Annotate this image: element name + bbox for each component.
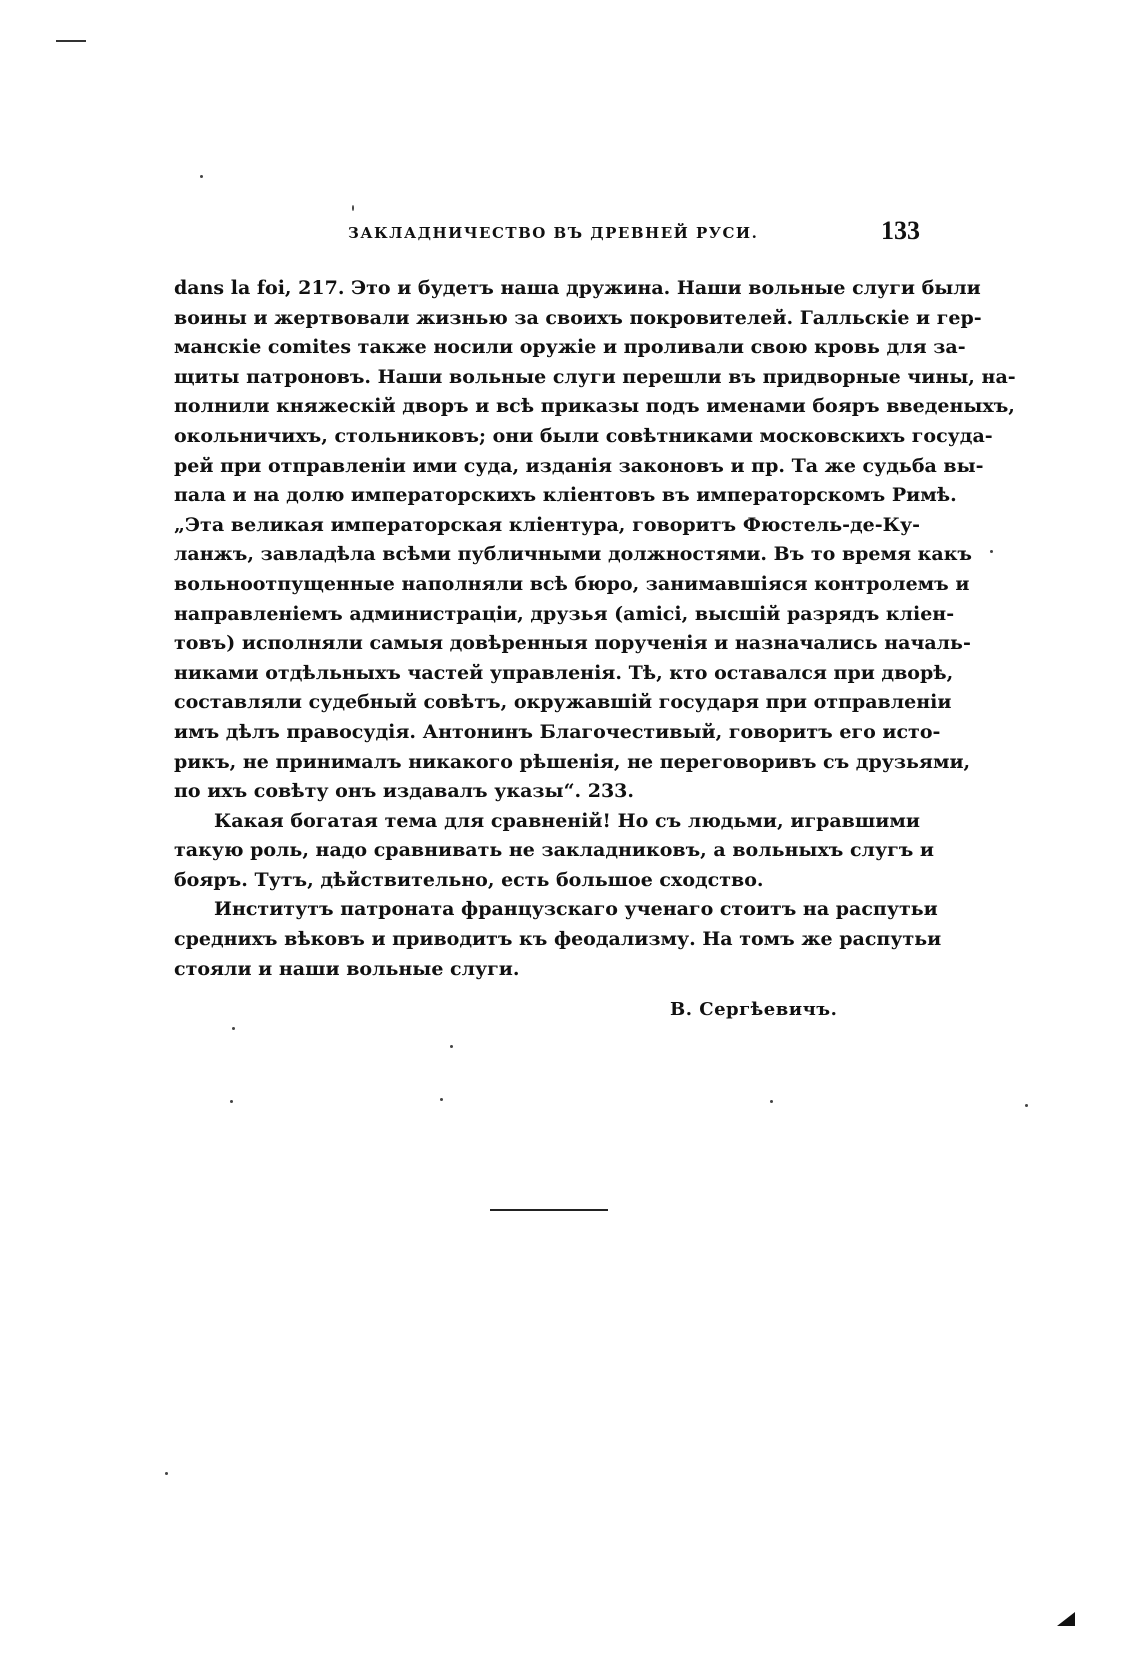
text-line: Институтъ патроната французскаго ученаго стоитъ на распутьи (214, 898, 938, 921)
end-rule-divider (490, 1209, 608, 1211)
scan-speck (232, 1027, 235, 1030)
text-line: полнили княжескій дворъ и всѣ приказы подъ именами бояръ введеныхъ, (174, 395, 1015, 418)
scan-speck (450, 1045, 453, 1048)
text-line: ланжъ, завладѣла всѣми публичными должностями. Въ то время какъ (174, 543, 973, 566)
scan-speck (1025, 1104, 1028, 1107)
text-line: dans la foi, 217. Это и будетъ наша дружина. Наши вольные слуги были (174, 277, 981, 299)
text-line: „Эта великая императорская кліентура, говоритъ Фюстель-де-Ку- (174, 513, 920, 536)
text-line: манскіе comites также носили оружіе и проливали свою кровь для за- (174, 336, 966, 359)
text-line: рей при отправленіи ими суда, изданія законовъ и пр. Та же судьба вы- (174, 454, 984, 477)
text-line: товъ) исполняли самыя довѣренныя порученія и назначались началь- (174, 632, 971, 655)
scan-speck (770, 1100, 773, 1103)
author-signature: В. Сергѣевичъ. (670, 999, 838, 1020)
scan-speck (440, 1098, 443, 1101)
text-line: щиты патроновъ. Наши вольные слуги перешли въ придворные чины, на- (174, 365, 1016, 388)
scan-speck (230, 1100, 233, 1103)
page-number: 133 (881, 216, 920, 245)
text-line: воины и жертвовали жизнью за своихъ покровителей. Галльскіе и гер- (174, 306, 982, 329)
text-line: Какая богатая тема для сравненій! Но съ людьми, игравшими (214, 809, 920, 832)
scan-speck (165, 1472, 168, 1475)
scan-speck (990, 550, 993, 553)
scan-corner-mark (1057, 1612, 1075, 1626)
scan-speck (200, 175, 203, 178)
text-line: по ихъ совѣту онъ издавалъ указы“. 233. (174, 780, 635, 803)
text-line: вольноотпущенные наполняли всѣ бюро, занимавшіяся контролемъ и (174, 572, 970, 595)
text-line: имъ дѣлъ правосудія. Антонинъ Благочестивый, говоритъ его исто- (174, 720, 941, 743)
text-line: стояли и наши вольные слуги. (174, 957, 520, 980)
text-line: окольничихъ, стольниковъ; они были совѣтниками московскихъ госуда- (174, 424, 993, 447)
text-line: рикъ, не принималъ никакого рѣшенія, не переговоривъ съ друзьями, (174, 750, 971, 773)
text-line: среднихъ вѣковъ и приводитъ къ феодализму. На томъ же распутьи (174, 928, 942, 951)
text-line: такую роль, надо сравнивать не закладниковъ, а вольныхъ слугъ и (174, 839, 935, 862)
running-title: ЗАКЛАДНИЧЕСТВО ВЪ ДРЕВНЕЙ РУСИ. (348, 224, 759, 242)
body-text (174, 274, 1016, 984)
scan-edge-mark (56, 40, 86, 42)
scan-speck (352, 205, 354, 211)
running-header (170, 212, 920, 245)
text-line: составляли судебный совѣтъ, окружавшій государя при отправленіи (174, 691, 952, 714)
text-line: направленіемъ администраціи, друзья (amici, высшій разрядъ кліен- (174, 602, 955, 625)
text-line: бояръ. Тутъ, дѣйствительно, есть большое сходство. (174, 868, 764, 891)
text-line: никами отдѣльныхъ частей управленія. Тѣ, кто оставался при дворѣ, (174, 661, 954, 684)
text-line: пала и на долю императорскихъ кліентовъ въ императорскомъ Римѣ. (174, 484, 957, 507)
